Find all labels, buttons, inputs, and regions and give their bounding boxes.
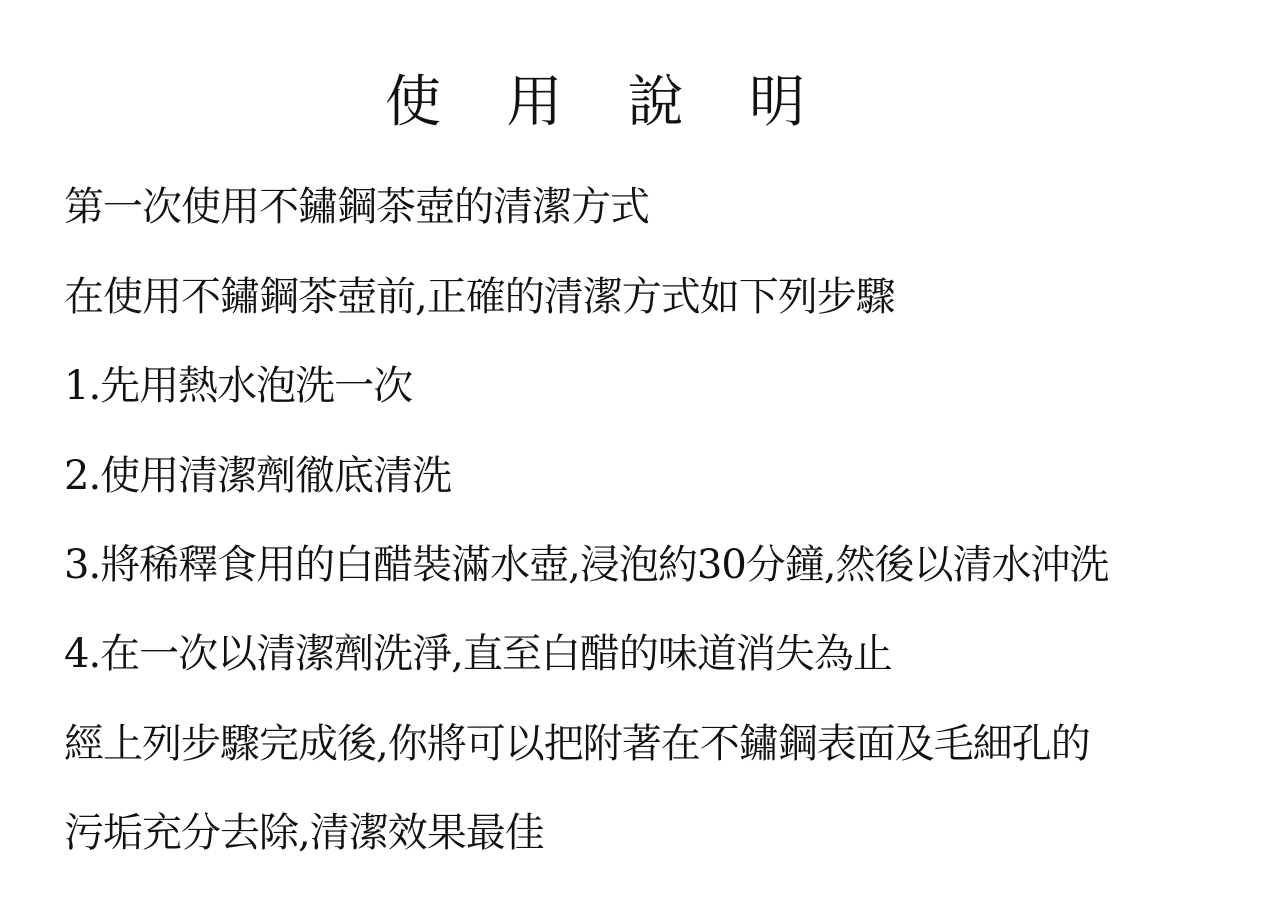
conclusion-line-1: 經上列步驟完成後,你將可以把附著在不鏽鋼表面及毛細孔的 — [64, 721, 1090, 767]
step-3: 3.將稀釋食用的白醋裝滿水壺,浸泡約30分鐘,然後以清水沖洗 — [64, 542, 1109, 588]
section-heading: 第一次使用不鏽鋼茶壺的清潔方式 — [64, 184, 649, 230]
title-char: 說 — [627, 70, 684, 135]
step-4: 4.在一次以清潔劑洗淨,直至白醋的味道消失為止 — [64, 631, 892, 677]
title-char: 明 — [748, 70, 805, 135]
step-2: 2.使用清潔劑徹底清洗 — [64, 453, 452, 499]
title-char: 用 — [506, 70, 563, 135]
title-char: 使 — [385, 70, 441, 135]
intro-text: 在使用不鏽鋼茶壺前,正確的清潔方式如下列步驟 — [64, 274, 895, 320]
step-1: 1.先用熱水泡洗一次 — [64, 363, 413, 409]
conclusion-line-2: 污垢充分去除,清潔效果最佳 — [64, 810, 544, 856]
page-title — [385, 70, 805, 136]
